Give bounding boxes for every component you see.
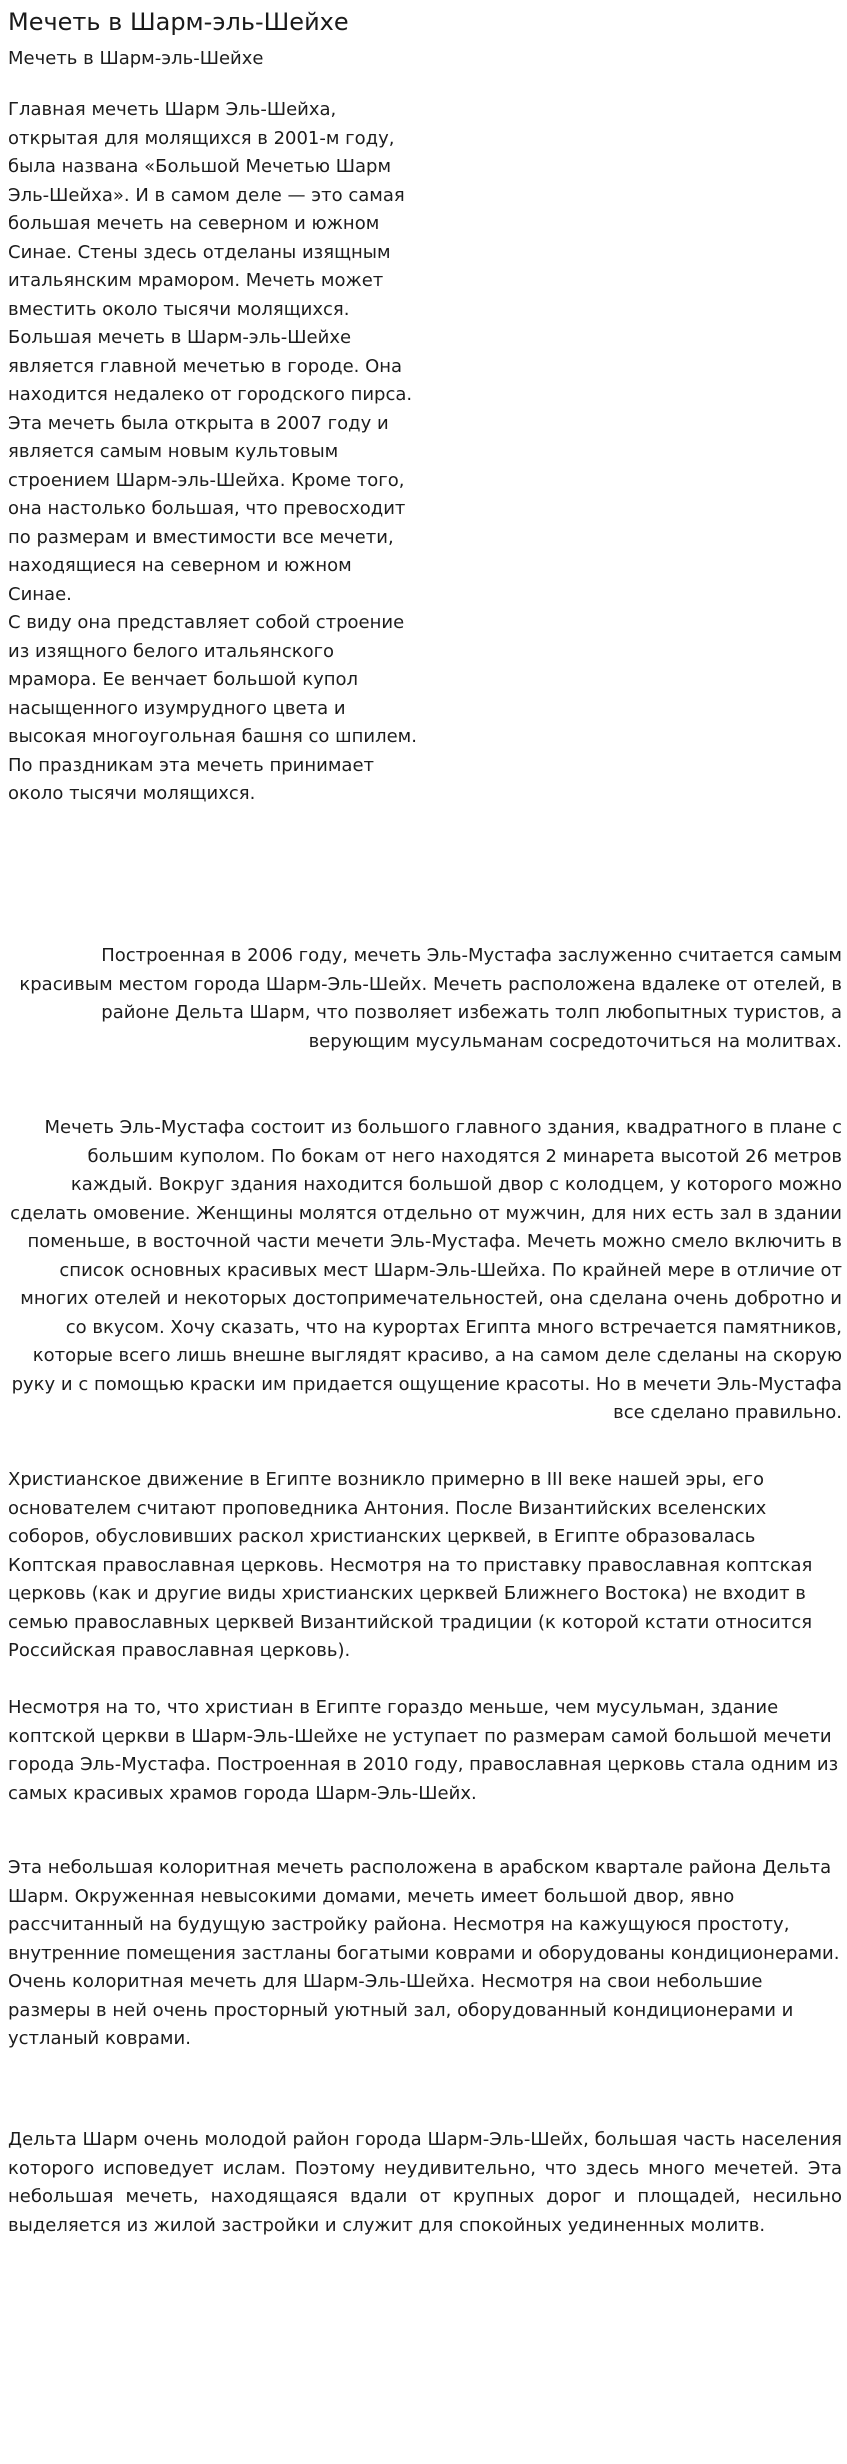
page-title: Мечеть в Шарм-эль-Шейхе	[8, 8, 349, 36]
mustafa-text-1: Построенная в 2006 году, мечеть Эль-Мустафа заслуженно считается самым красивым местом города Шарм-Эль-Шейх. Мечеть расположена вдалеке от отелей, в районе Дельта Шарм, что позволяет избежать толп любопытных туристов, а верующим мусульманам сосредоточиться на молитвах.	[19, 945, 842, 1052]
mustafa-paragraph-2	[8, 1114, 842, 1428]
delta-text: Эта небольшая колоритная мечеть расположена в арабском квартале района Дельта Шарм. Окруженная невысокими домами, мечеть имеет большой двор, явно рассчитанный на будущую застройку района. Несмотря на кажущуюся простоту, внутренние помещения застланы богатыми коврами и оборудованы кондиционерами.	[8, 1857, 840, 1964]
delta-district-text: Дельта Шарм очень молодой район города Шарм-Эль-Шейх, большая часть населения которого исповедует ислам. Поэтому неудивительно, что здесь много мечетей. Эта небольшая мечеть, находящаяся вдали от крупных дорог и площадей, несильно выделяется из жилой застройки и служит для спокойных уединенных молитв.	[8, 2129, 842, 2236]
coptic-text-2: Несмотря на то, что христиан в Египте гораздо меньше, чем мусульман, здание коптской церкви в Шарм-Эль-Шейхе не уступает по размерам самой большой мечети города Эль-Мустафа. Построенная в 2010 году, православная церковь стала одним из самых красивых храмов города Шарм-Эль-Шейх.	[8, 1697, 839, 1804]
coptic-paragraph-1	[8, 1466, 842, 1666]
intro-paragraph: С виду она представляет собой строение из изящного белого итальянского мрамора. Ее венчает большой купол насыщенного изумрудного цвета и высокая многоугольная башня со шпилем. По праздникам эта мечеть принимает около тысячи молящихся.	[8, 612, 417, 804]
intro-section	[8, 96, 420, 809]
intro-paragraph: Эта мечеть была открыта в 2007 году и является самым новым культовым строением Шарм-эль-Шейха. Кроме того, она настолько большая, что превосходит по размерам и вместимости все мечети, находящиеся на северном и южном Синае.	[8, 412, 406, 605]
coptic-text-1: Христианское движение в Египте возникло примерно в III веке нашей эры, его основателем считают проповедника Антония. После Византийских вселенских соборов, обусловивших раскол христианских церквей, в Египте образовалась Коптская православная церковь. Несмотря на то приставку православная коптская церковь (как и другие виды христианских церквей Ближнего Востока) не входит в семью православных церквей Византийской традиции (к которой кстати относится Российская православная церковь).	[8, 1469, 813, 1661]
delta-text: Очень колоритная мечеть для Шарм-Эль-Шейха. Несмотря на свои небольшие размеры в ней очень просторный уютный зал, оборудованный кондиционерами и устланый коврами.	[8, 1971, 794, 2049]
mustafa-text-2: Мечеть Эль-Мустафа состоит из большого главного здания, квадратного в плане с большим куполом. По бокам от него находятся 2 минарета высотой 26 метров каждый. Вокруг здания находится большой двор с колодцем, у которого можно сделать омовение. Женщины молятся отдельно от мужчин, для них есть зал в здании поменьше, в восточной части мечети Эль-Мустафа. Мечеть можно смело включить в список основных красивых мест Шарм-Эль-Шейха. По крайней мере в отличие от многих отелей и некоторых достопримечательностей, она сделана очень добротно и со вкусом. Хочу сказать, что на курортах Египта много встречается памятников, которые всего лишь внешне выглядят красиво, а на самом деле сделаны на скорую руку и с помощью краски им придается ощущение красоты. Но в мечети Эль-Мустафа все сделано правильно.	[10, 1117, 842, 1423]
coptic-paragraph-2	[8, 1694, 842, 1808]
page-subtitle: Мечеть в Шарм-эль-Шейхе	[8, 48, 264, 69]
delta-district-paragraph	[8, 2126, 842, 2240]
intro-paragraph: Главная мечеть Шарм Эль-Шейха, открытая для молящихся в 2001-м году, была названа «Большой Мечетью Шарм Эль-Шейха». И в самом деле — это самая большая мечеть на северном и южном Синае. Стены здесь отделаны изящным итальянским мрамором. Мечеть может вместить около тысячи молящихся. Большая мечеть в Шарм-эль-Шейхе является главной мечетью в городе. Она находится недалеко от городского пирса.	[8, 99, 413, 405]
delta-mosque-section	[8, 1854, 842, 2054]
mustafa-paragraph-1	[8, 942, 842, 1056]
